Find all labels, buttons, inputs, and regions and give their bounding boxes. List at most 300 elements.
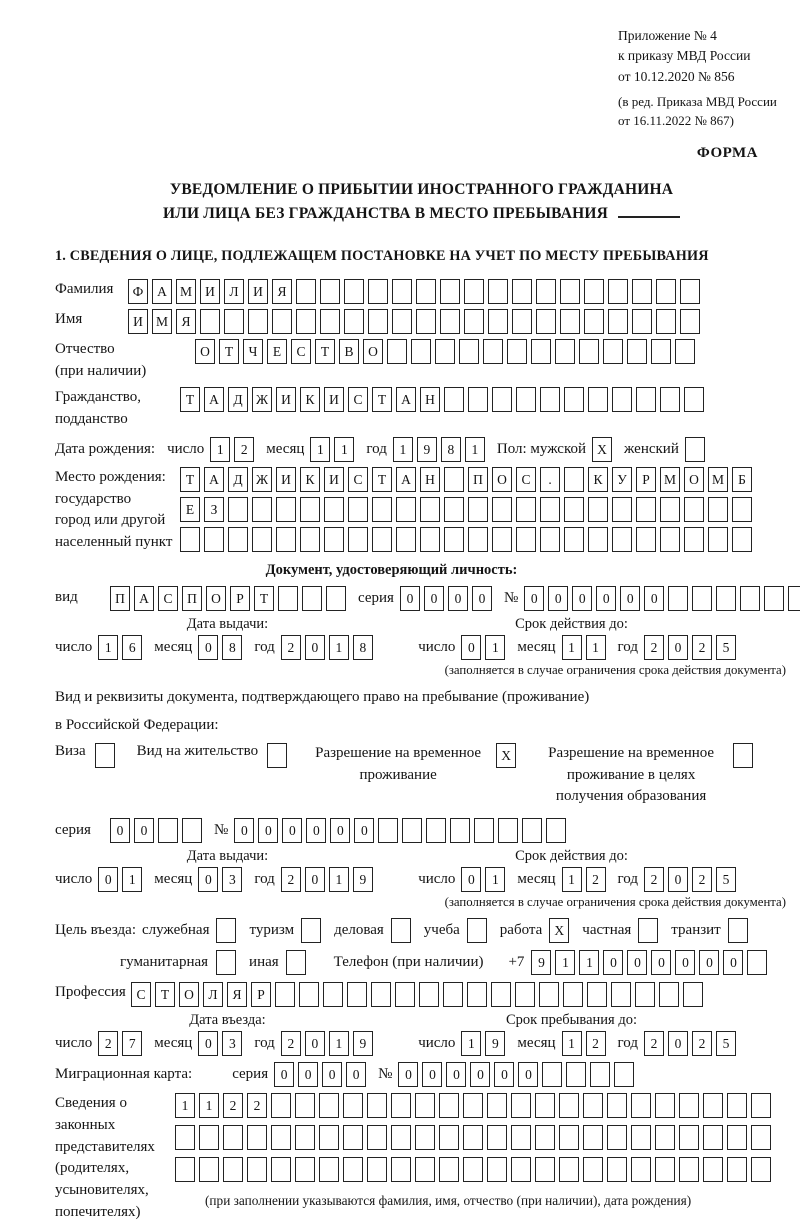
form-cell[interactable]: 0	[723, 950, 743, 975]
form-cell[interactable]	[603, 339, 623, 364]
form-cell[interactable]	[607, 1157, 627, 1182]
form-cell[interactable]: Я	[176, 309, 196, 334]
form-cell[interactable]	[708, 527, 728, 552]
form-cell[interactable]: Т	[219, 339, 239, 364]
form-cell[interactable]	[535, 1093, 555, 1118]
form-cell[interactable]	[444, 467, 464, 492]
form-cell[interactable]	[516, 387, 536, 412]
form-cell[interactable]	[612, 497, 632, 522]
form-cell[interactable]: И	[276, 387, 296, 412]
form-cell[interactable]	[468, 527, 488, 552]
form-cell[interactable]: 2	[223, 1093, 243, 1118]
form-cell[interactable]: 9	[531, 950, 551, 975]
form-cell[interactable]: 0	[110, 818, 130, 843]
form-cell[interactable]	[320, 309, 340, 334]
form-cell[interactable]: 0	[668, 1031, 688, 1056]
form-cell[interactable]	[296, 309, 316, 334]
form-cell[interactable]: Р	[636, 467, 656, 492]
form-cell[interactable]	[511, 1157, 531, 1182]
form-cell[interactable]: 0	[198, 867, 218, 892]
form-cell[interactable]	[367, 1157, 387, 1182]
form-cell[interactable]: С	[516, 467, 536, 492]
form-cell[interactable]: Ф	[128, 279, 148, 304]
form-cell[interactable]: 1	[329, 635, 349, 660]
form-cell[interactable]: 0	[346, 1062, 366, 1087]
form-cell[interactable]: Д	[228, 467, 248, 492]
form-cell[interactable]	[367, 1125, 387, 1150]
form-cell[interactable]	[728, 918, 748, 943]
form-cell[interactable]: Т	[180, 387, 200, 412]
form-cell[interactable]: И	[324, 467, 344, 492]
form-cell[interactable]	[367, 1093, 387, 1118]
form-cell[interactable]: В	[339, 339, 359, 364]
form-cell[interactable]: 0	[354, 818, 374, 843]
form-cell[interactable]	[703, 1125, 723, 1150]
form-cell[interactable]: 0	[274, 1062, 294, 1087]
form-cell[interactable]: 8	[353, 635, 373, 660]
form-cell[interactable]	[223, 1125, 243, 1150]
form-cell[interactable]	[614, 1062, 634, 1087]
form-cell[interactable]: 0	[627, 950, 647, 975]
form-cell[interactable]: 0	[461, 867, 481, 892]
form-cell[interactable]	[564, 527, 584, 552]
form-cell[interactable]	[344, 279, 364, 304]
form-cell[interactable]: К	[588, 467, 608, 492]
form-cell[interactable]	[751, 1157, 771, 1182]
form-cell[interactable]: 6	[122, 635, 142, 660]
form-cell[interactable]: 0	[518, 1062, 538, 1087]
form-cell[interactable]	[684, 497, 704, 522]
form-cell[interactable]	[216, 950, 236, 975]
form-cell[interactable]	[587, 982, 607, 1007]
form-cell[interactable]	[199, 1125, 219, 1150]
form-cell[interactable]: 0	[424, 586, 444, 611]
form-cell[interactable]	[392, 309, 412, 334]
form-cell[interactable]: 1	[334, 437, 354, 462]
form-cell[interactable]	[326, 586, 346, 611]
form-cell[interactable]: Ж	[252, 467, 272, 492]
form-cell[interactable]	[271, 1093, 291, 1118]
form-cell[interactable]: С	[158, 586, 178, 611]
form-cell[interactable]	[302, 586, 322, 611]
form-cell[interactable]	[560, 279, 580, 304]
form-cell[interactable]: 1	[393, 437, 413, 462]
form-cell[interactable]	[542, 1062, 562, 1087]
form-cell[interactable]	[511, 1125, 531, 1150]
form-cell[interactable]	[372, 497, 392, 522]
form-cell[interactable]: У	[612, 467, 632, 492]
form-cell[interactable]: 0	[446, 1062, 466, 1087]
form-cell[interactable]: 2	[586, 1031, 606, 1056]
form-cell[interactable]	[228, 527, 248, 552]
form-cell[interactable]: 0	[306, 818, 326, 843]
form-cell[interactable]	[248, 309, 268, 334]
form-cell[interactable]	[276, 527, 296, 552]
form-cell[interactable]	[439, 1157, 459, 1182]
form-cell[interactable]	[275, 982, 295, 1007]
form-cell[interactable]: 1	[329, 1031, 349, 1056]
form-cell[interactable]	[319, 1125, 339, 1150]
form-cell[interactable]: 1	[175, 1093, 195, 1118]
form-cell[interactable]	[727, 1093, 747, 1118]
form-cell[interactable]	[492, 497, 512, 522]
form-cell[interactable]: 0	[651, 950, 671, 975]
form-cell[interactable]: Т	[155, 982, 175, 1007]
form-cell[interactable]	[559, 1093, 579, 1118]
form-cell[interactable]: 2	[644, 1031, 664, 1056]
form-cell[interactable]: 9	[417, 437, 437, 462]
form-cell[interactable]	[659, 982, 679, 1007]
form-cell[interactable]: М	[176, 279, 196, 304]
form-cell[interactable]	[444, 387, 464, 412]
form-cell[interactable]: Д	[228, 387, 248, 412]
form-cell[interactable]	[732, 497, 752, 522]
form-cell[interactable]	[464, 279, 484, 304]
form-cell[interactable]: О	[492, 467, 512, 492]
form-cell[interactable]	[627, 339, 647, 364]
form-cell[interactable]	[415, 1093, 435, 1118]
form-cell[interactable]	[440, 279, 460, 304]
form-cell[interactable]	[540, 387, 560, 412]
form-cell[interactable]	[579, 339, 599, 364]
form-cell[interactable]: П	[110, 586, 130, 611]
form-cell[interactable]: Т	[372, 467, 392, 492]
form-cell[interactable]: 0	[470, 1062, 490, 1087]
form-cell[interactable]	[507, 339, 527, 364]
form-cell[interactable]	[675, 339, 695, 364]
form-cell[interactable]: Ж	[252, 387, 272, 412]
form-cell[interactable]	[535, 1157, 555, 1182]
form-cell[interactable]: 1	[485, 867, 505, 892]
form-cell[interactable]	[684, 387, 704, 412]
form-cell[interactable]	[487, 1125, 507, 1150]
form-cell[interactable]	[488, 279, 508, 304]
form-cell[interactable]: 0	[322, 1062, 342, 1087]
form-cell[interactable]	[272, 309, 292, 334]
form-cell[interactable]: Л	[224, 279, 244, 304]
form-cell[interactable]	[660, 497, 680, 522]
form-cell[interactable]	[631, 1125, 651, 1150]
form-cell[interactable]: 0	[668, 867, 688, 892]
form-cell[interactable]	[560, 309, 580, 334]
form-cell[interactable]	[252, 527, 272, 552]
form-cell[interactable]: Т	[372, 387, 392, 412]
form-cell[interactable]	[247, 1125, 267, 1150]
form-cell[interactable]	[512, 279, 532, 304]
form-cell[interactable]: 5	[716, 867, 736, 892]
form-cell[interactable]	[343, 1125, 363, 1150]
form-cell[interactable]	[546, 818, 566, 843]
form-cell[interactable]	[751, 1093, 771, 1118]
form-cell[interactable]	[559, 1157, 579, 1182]
form-cell[interactable]: С	[131, 982, 151, 1007]
form-cell[interactable]	[488, 309, 508, 334]
form-cell[interactable]	[296, 279, 316, 304]
form-cell[interactable]: Л	[203, 982, 223, 1007]
form-cell[interactable]: 2	[281, 1031, 301, 1056]
form-cell[interactable]	[563, 982, 583, 1007]
form-cell[interactable]	[487, 1157, 507, 1182]
form-cell[interactable]: 0	[198, 1031, 218, 1056]
form-cell[interactable]: 0	[398, 1062, 418, 1087]
form-cell[interactable]	[348, 497, 368, 522]
form-cell[interactable]	[295, 1093, 315, 1118]
form-cell[interactable]	[583, 1093, 603, 1118]
form-cell[interactable]	[703, 1093, 723, 1118]
form-cell[interactable]: 9	[353, 867, 373, 892]
form-cell[interactable]: 1	[461, 1031, 481, 1056]
form-cell[interactable]	[439, 1093, 459, 1118]
form-cell[interactable]	[651, 339, 671, 364]
form-cell[interactable]	[588, 497, 608, 522]
form-cell[interactable]: 1	[210, 437, 230, 462]
form-cell[interactable]	[228, 497, 248, 522]
form-cell[interactable]: 0	[668, 635, 688, 660]
form-cell[interactable]	[463, 1093, 483, 1118]
form-cell[interactable]: 1	[122, 867, 142, 892]
form-cell[interactable]	[204, 527, 224, 552]
form-cell[interactable]	[348, 527, 368, 552]
form-cell[interactable]: 0	[472, 586, 492, 611]
form-cell[interactable]	[271, 1157, 291, 1182]
form-cell[interactable]	[295, 1125, 315, 1150]
form-cell[interactable]: 3	[222, 867, 242, 892]
form-cell[interactable]	[584, 309, 604, 334]
form-cell[interactable]: 5	[716, 1031, 736, 1056]
form-cell[interactable]	[95, 743, 115, 768]
form-cell[interactable]	[286, 950, 306, 975]
form-cell[interactable]	[540, 497, 560, 522]
form-cell[interactable]: 0	[548, 586, 568, 611]
form-cell[interactable]: 8	[441, 437, 461, 462]
form-cell[interactable]: 1	[199, 1093, 219, 1118]
form-cell[interactable]	[474, 818, 494, 843]
form-cell[interactable]	[636, 527, 656, 552]
form-cell[interactable]: 2	[586, 867, 606, 892]
form-cell[interactable]	[276, 497, 296, 522]
form-cell[interactable]	[175, 1157, 195, 1182]
form-cell[interactable]: А	[396, 387, 416, 412]
form-cell[interactable]	[344, 309, 364, 334]
form-cell[interactable]	[540, 527, 560, 552]
form-cell[interactable]: Б	[732, 467, 752, 492]
form-cell[interactable]	[224, 309, 244, 334]
form-cell[interactable]: Р	[251, 982, 271, 1007]
form-cell[interactable]	[631, 1093, 651, 1118]
form-cell[interactable]: 0	[305, 867, 325, 892]
form-cell[interactable]	[636, 497, 656, 522]
form-cell[interactable]: 0	[98, 867, 118, 892]
form-cell[interactable]	[395, 982, 415, 1007]
form-cell[interactable]	[680, 279, 700, 304]
form-cell[interactable]	[301, 918, 321, 943]
form-cell[interactable]	[463, 1157, 483, 1182]
form-cell[interactable]: 9	[485, 1031, 505, 1056]
form-cell[interactable]	[631, 1157, 651, 1182]
form-cell[interactable]: С	[348, 387, 368, 412]
form-cell[interactable]	[685, 437, 705, 462]
form-cell[interactable]	[680, 309, 700, 334]
form-cell[interactable]	[660, 387, 680, 412]
form-cell[interactable]	[747, 950, 767, 975]
form-cell[interactable]: 0	[298, 1062, 318, 1087]
form-cell[interactable]: С	[291, 339, 311, 364]
form-cell[interactable]	[319, 1157, 339, 1182]
form-cell[interactable]	[608, 279, 628, 304]
form-cell[interactable]: 2	[247, 1093, 267, 1118]
form-cell[interactable]	[271, 1125, 291, 1150]
form-cell[interactable]: 0	[448, 586, 468, 611]
form-cell[interactable]	[588, 387, 608, 412]
form-cell[interactable]	[320, 279, 340, 304]
form-cell[interactable]: О	[206, 586, 226, 611]
form-cell[interactable]	[416, 279, 436, 304]
form-cell[interactable]: 0	[572, 586, 592, 611]
form-cell[interactable]: 1	[465, 437, 485, 462]
form-cell[interactable]: X	[496, 743, 516, 768]
form-cell[interactable]	[655, 1157, 675, 1182]
form-cell[interactable]: 0	[644, 586, 664, 611]
form-cell[interactable]: А	[204, 387, 224, 412]
form-cell[interactable]	[199, 1157, 219, 1182]
form-cell[interactable]	[419, 982, 439, 1007]
form-cell[interactable]: Е	[267, 339, 287, 364]
form-cell[interactable]	[415, 1157, 435, 1182]
form-cell[interactable]	[516, 527, 536, 552]
form-cell[interactable]	[559, 1125, 579, 1150]
form-cell[interactable]: 0	[596, 586, 616, 611]
form-cell[interactable]	[590, 1062, 610, 1087]
form-cell[interactable]	[732, 527, 752, 552]
form-cell[interactable]	[684, 527, 704, 552]
form-cell[interactable]: И	[128, 309, 148, 334]
form-cell[interactable]: 0	[524, 586, 544, 611]
form-cell[interactable]	[516, 497, 536, 522]
form-cell[interactable]	[727, 1125, 747, 1150]
form-cell[interactable]	[392, 279, 412, 304]
form-cell[interactable]	[692, 586, 712, 611]
form-cell[interactable]	[655, 1125, 675, 1150]
form-cell[interactable]	[396, 497, 416, 522]
form-cell[interactable]: К	[300, 467, 320, 492]
form-cell[interactable]	[324, 527, 344, 552]
form-cell[interactable]	[443, 982, 463, 1007]
form-cell[interactable]	[656, 309, 676, 334]
form-cell[interactable]: 2	[692, 635, 712, 660]
form-cell[interactable]	[347, 982, 367, 1007]
form-cell[interactable]: 0	[198, 635, 218, 660]
form-cell[interactable]	[467, 982, 487, 1007]
form-cell[interactable]	[588, 527, 608, 552]
form-cell[interactable]	[655, 1093, 675, 1118]
form-cell[interactable]: 0	[305, 635, 325, 660]
form-cell[interactable]	[536, 279, 556, 304]
form-cell[interactable]	[492, 387, 512, 412]
form-cell[interactable]	[612, 527, 632, 552]
form-cell[interactable]	[372, 527, 392, 552]
form-cell[interactable]	[391, 1093, 411, 1118]
form-cell[interactable]	[247, 1157, 267, 1182]
form-cell[interactable]: Н	[420, 387, 440, 412]
form-cell[interactable]	[368, 309, 388, 334]
form-cell[interactable]	[632, 309, 652, 334]
form-cell[interactable]	[300, 497, 320, 522]
form-cell[interactable]	[632, 279, 652, 304]
form-cell[interactable]	[656, 279, 676, 304]
form-cell[interactable]	[324, 497, 344, 522]
form-cell[interactable]: 0	[494, 1062, 514, 1087]
form-cell[interactable]: П	[182, 586, 202, 611]
form-cell[interactable]	[635, 982, 655, 1007]
form-cell[interactable]: О	[363, 339, 383, 364]
form-cell[interactable]	[343, 1157, 363, 1182]
form-cell[interactable]: Я	[227, 982, 247, 1007]
form-cell[interactable]: 0	[461, 635, 481, 660]
form-cell[interactable]	[515, 982, 535, 1007]
form-cell[interactable]	[175, 1125, 195, 1150]
form-cell[interactable]: X	[592, 437, 612, 462]
form-cell[interactable]	[638, 918, 658, 943]
form-cell[interactable]	[583, 1157, 603, 1182]
form-cell[interactable]	[440, 309, 460, 334]
form-cell[interactable]: 2	[692, 867, 712, 892]
form-cell[interactable]: 0	[305, 1031, 325, 1056]
form-cell[interactable]: 0	[603, 950, 623, 975]
form-cell[interactable]	[679, 1157, 699, 1182]
form-cell[interactable]	[468, 387, 488, 412]
form-cell[interactable]	[555, 339, 575, 364]
form-cell[interactable]	[498, 818, 518, 843]
form-cell[interactable]: 1	[485, 635, 505, 660]
form-cell[interactable]: Р	[230, 586, 250, 611]
form-cell[interactable]: 1	[555, 950, 575, 975]
form-cell[interactable]	[467, 918, 487, 943]
form-cell[interactable]: 0	[400, 586, 420, 611]
form-cell[interactable]	[267, 743, 287, 768]
form-cell[interactable]	[368, 279, 388, 304]
form-cell[interactable]: М	[660, 467, 680, 492]
form-cell[interactable]	[683, 982, 703, 1007]
form-cell[interactable]: А	[204, 467, 224, 492]
form-cell[interactable]: 2	[644, 867, 664, 892]
form-cell[interactable]: О	[195, 339, 215, 364]
form-cell[interactable]	[535, 1125, 555, 1150]
form-cell[interactable]	[583, 1125, 603, 1150]
form-cell[interactable]	[278, 586, 298, 611]
form-cell[interactable]	[415, 1125, 435, 1150]
form-cell[interactable]: 0	[234, 818, 254, 843]
form-cell[interactable]	[387, 339, 407, 364]
form-cell[interactable]	[751, 1125, 771, 1150]
form-cell[interactable]	[511, 1093, 531, 1118]
form-cell[interactable]	[391, 1125, 411, 1150]
form-cell[interactable]: 0	[699, 950, 719, 975]
form-cell[interactable]	[733, 743, 753, 768]
form-cell[interactable]	[492, 527, 512, 552]
form-cell[interactable]: 1	[310, 437, 330, 462]
form-cell[interactable]: 0	[422, 1062, 442, 1087]
form-cell[interactable]: Н	[420, 467, 440, 492]
form-cell[interactable]: 0	[258, 818, 278, 843]
form-cell[interactable]: 5	[716, 635, 736, 660]
form-cell[interactable]	[740, 586, 760, 611]
form-cell[interactable]: О	[179, 982, 199, 1007]
form-cell[interactable]	[531, 339, 551, 364]
form-cell[interactable]	[564, 467, 584, 492]
form-cell[interactable]	[608, 309, 628, 334]
form-cell[interactable]: Т	[254, 586, 274, 611]
form-cell[interactable]: 2	[692, 1031, 712, 1056]
